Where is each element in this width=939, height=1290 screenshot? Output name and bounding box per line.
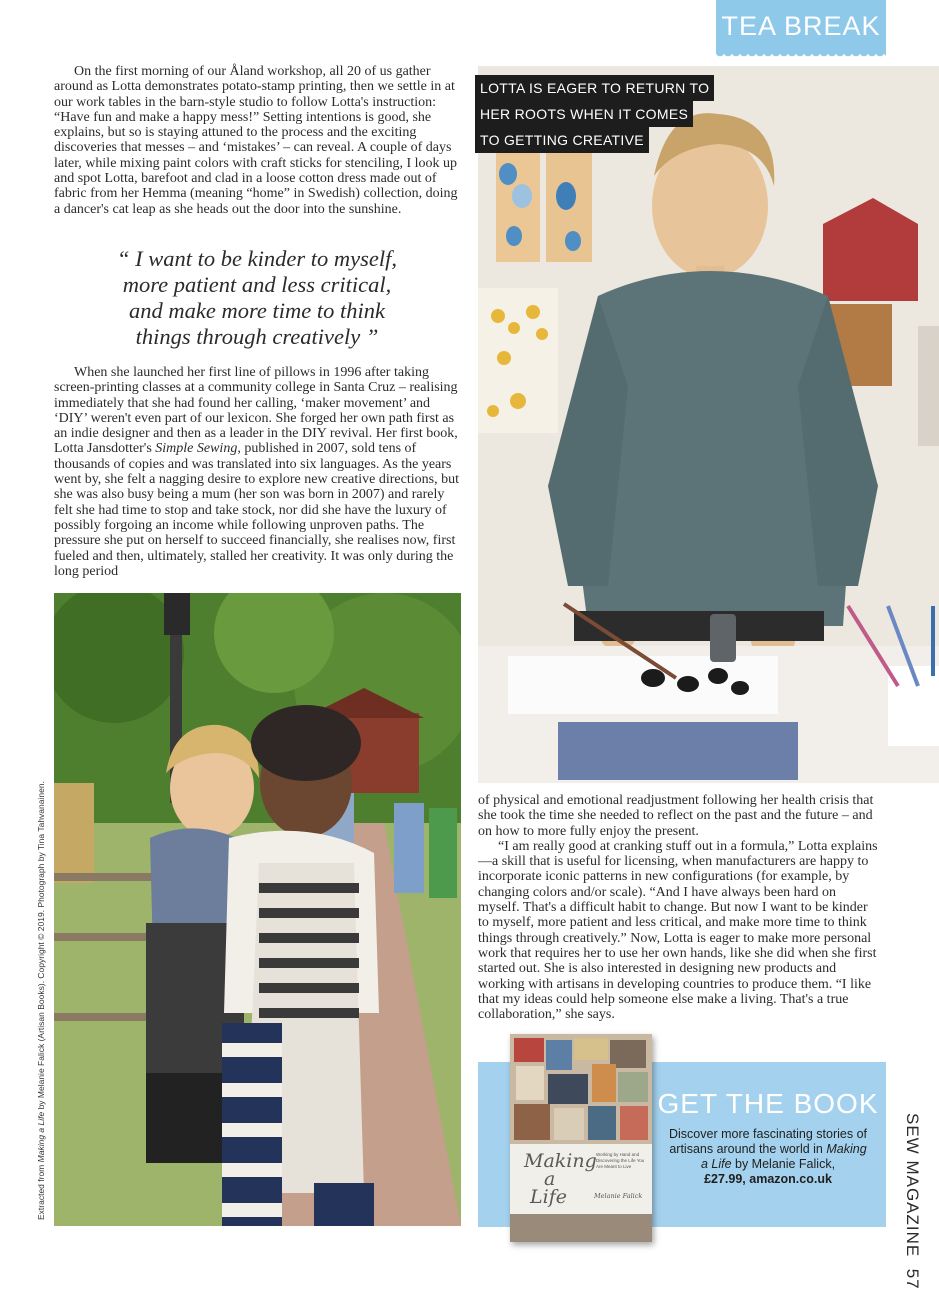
pull-quote	[54, 246, 460, 350]
promo-book-name: Making a Life	[700, 1142, 867, 1171]
body-text-1: When she launched her first line of pillows in 1996 after taking screen-printing classes at a community college in Santa Cruz – realising immediately that she had found her calling, ‘maker movement’ and ‘DIY’ weren't even part of our lexicon. She forged her own path first as an indie designer and then as a leader in the DIY revival. Her first book, Lotta Jansdotter's	[54, 365, 458, 457]
credit-book-title: Making a Life	[36, 1111, 46, 1163]
intro-paragraph: On the first morning of our Åland workshop, all 20 of us gather around as Lotta demonstrates potato-stamp printing, then we settle in at our work tables in the barn-style studio to follow Lotta's instruction: “Have fun and make a happy mess!” Setting intentions is good, she explains, but so is staying attuned to the process and the exciting discoveries that messes – and ‘mistakes’ – can reveal. A couple of days later, while mixing paint colors with craft sticks for stenciling, I look up and spot Lotta, barefoot and clad in a loose cotton dress made out of fabric from her Hemma (meaning “home” in Swedish) collection, doing a dancer's cat leap as she heads out the door into the sunshine.	[54, 64, 458, 217]
body-paragraph	[54, 365, 460, 579]
pull-quote-line: and make more time to think	[129, 298, 385, 323]
caption-line: HER ROOTS WHEN IT COMES	[475, 101, 693, 127]
credit-prefix: Extracted from	[36, 1162, 46, 1220]
body-column	[54, 365, 460, 579]
magazine-name: SEW MAGAZINE	[903, 1113, 922, 1258]
continued-paragraph: of physical and emotional readjustment following her health crisis that she took the time she needed to reflect on the past and the future – and on how to more fully enjoy the present.	[478, 793, 874, 839]
promo-text-2: by Melanie Falick,	[731, 1157, 836, 1171]
right-column	[478, 793, 880, 1022]
page-number: 57	[903, 1268, 922, 1290]
caption-line: LOTTA IS EAGER TO RETURN TO	[475, 75, 714, 101]
body-text-2: , published in 2007, sold tens of thousands of copies and was translated into six languages. As the years went by, she felt a nagging desire to explore new creative directions, but she was also busy being a mum (her son was born in 2007) and rarely felt she had time to stop and take stock, nor did she have the luxury of possibly forgoing an income while following unproven paths. The pressure she put on herself to succeed financially, she realises now, first fueled and then, ultimately, stalled her creativity. It was only during the long period	[54, 441, 459, 579]
section-tab-label: TEA BREAK	[721, 10, 881, 41]
pull-quote-line: “ I want to be kinder to myself,	[117, 246, 397, 271]
quote-paragraph: “I am really good at cranking stuff out in a formula,” Lotta explains—a skill that is useful for licensing, when manufacturers are happy to incorporate iconic patterns in new configurations (for example, by changing colors and/or scale). “And I have always been hard on myself. That's a difficult habit to change. But now I want to be kinder to myself, more patient and less critical, and make more time to think things through creatively.” Now, Lotta is eager to make more personal work that requires her to use her own hands, like she did when she first started out. She is also interested in designing new products and working with artisans in developing countries to produce them. “I like that my ideas could help someone else make a living. That's a true collaboration,” she says.	[478, 838, 878, 1023]
book-price: £27.99, amazon.co.uk	[704, 1172, 832, 1186]
photo-caption	[475, 75, 714, 153]
cover-title-line: Life	[530, 1186, 567, 1208]
promo-text-1: Discover more fascinating stories of artisans around the world in	[669, 1127, 867, 1156]
caption-line: TO GETTING CREATIVE	[475, 127, 649, 153]
pull-quote-line: things through creatively ”	[135, 324, 379, 349]
pull-quote-line: more patient and less critical,	[122, 272, 392, 297]
section-tab	[716, 0, 886, 52]
cover-title-line: Making	[524, 1150, 597, 1172]
photo-credit	[36, 781, 46, 1220]
page-footer	[902, 1113, 922, 1290]
book-promo-text	[666, 1127, 870, 1187]
intro-column	[54, 64, 460, 217]
credit-suffix: by Melanie Falick (Artisan Books). Copyright © 2019. Photograph by Tina Tahvanainen.	[36, 781, 46, 1112]
cover-title-line: a	[544, 1168, 556, 1190]
cover-author: Melanie Falick	[594, 1192, 643, 1200]
lotta-studio-photo	[478, 66, 939, 783]
get-the-book-heading: GET THE BOOK	[657, 1088, 879, 1119]
hug-photo	[54, 593, 461, 1226]
book-title-simple-sewing: Simple Sewing	[155, 441, 238, 457]
book-cover	[510, 1034, 652, 1242]
cover-subtitle: Working by Hand and Discovering the Life You Are Meant to Live	[596, 1152, 645, 1169]
